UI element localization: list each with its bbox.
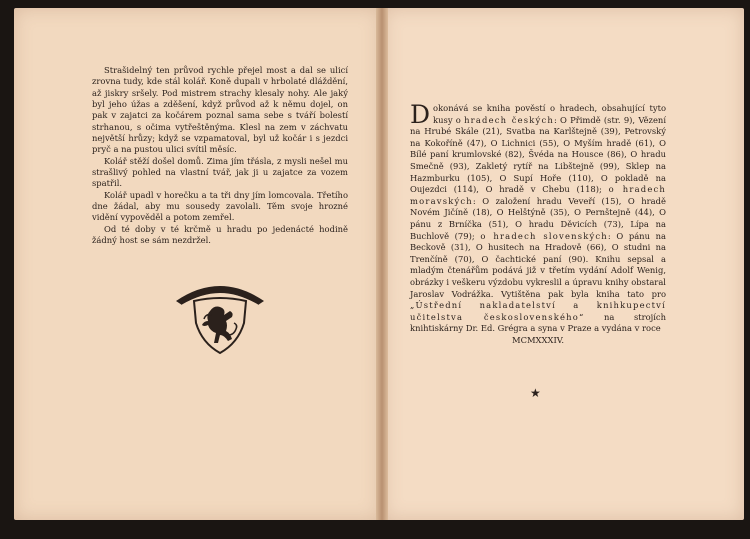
book-gutter bbox=[376, 8, 388, 520]
right-page-colophon bbox=[410, 100, 667, 346]
spaced-heading-slovak: o hradech slovenských bbox=[480, 230, 608, 241]
lion-shield-emblem-icon bbox=[172, 275, 268, 355]
paragraph: Strašidelný ten průvod rychle přejel most a dal se ulicí zrovna tudy, kde stál kolář. Koně dupali v hrbolaté dláždění, až jiskry sršely. Pod mistrem strachy klesaly nohy. Ale jaký byl jeho úžas a zděšení, když průvod až k němu dojel, on pak v zajatci za kočárem poznal sama sebe s tváří bolestí strhanou, s očima vytřeštěnýma. Klesl na zem v záchvatu největší hrůzy; když se vzpamatoval, byl už kočár i s jezdci pryč a na pustou ulici svítil měsíc. bbox=[92, 65, 348, 155]
paragraph: Od té doby v té krčmě u hradu po jedenácté hodině žádný host se sám nezdržel. bbox=[92, 223, 348, 246]
star-ornament-icon: ★ bbox=[530, 386, 541, 400]
paragraph: Kolář upadl v horečku a ta tři dny jím lomcovala. Třetího dne žádal, aby mu sousedy zavolali. Těm svoje hrozné vidění vypověděl a potom zemřel. bbox=[92, 189, 348, 223]
publisher-name: „Ústřední nakladatelství a knihkupectví učitelstva československého“ bbox=[410, 300, 666, 322]
colophon-text: : O založení hradu Veveří (15), O hradě Novém Jičíně (18), O Helštýně (35), O Pernštejně (44), O pánu z Brníčka (51), O hradu Děvicích (73), Lípa na Buchlově (79); bbox=[410, 195, 666, 241]
colophon-text: : O pánu na Beckově (31), O husitech na Hradově (66), O studni na Trenčíně (70), O čachtické paní (90). Knihu sepsal a mladým čtenářům podává již v třetím vydání Adolf Wenig, obrázky i veškeru výzdobu vykreslil a úpravu knihy obstaral Jaroslav Vodrážka. Vytištěna pak byla kniha tato pro bbox=[410, 230, 666, 299]
publication-year: MCMXXXIV. bbox=[512, 334, 564, 345]
colophon-text: : O Přimdě (str. 9), Vězení na Hrubé Skále (21), Svatba na Karlštejně (39), Petrovský na Kokoříně (47), O Lichnici (55), O Myším hradě (61), O Bílé paní krumlovské (82), Švéda na Housce (86), O hradu Smečně (93), Zakletý rytíř na Libštejně (99), Sklep na Hazmburku (105), O Supí Hoře (110), O pokladě na Oujezdci (114), O hradě v Chebu (118); bbox=[410, 114, 666, 195]
spaced-heading-moravian: o hradech moravských bbox=[410, 184, 667, 206]
spaced-heading-czech: hradech českých bbox=[464, 114, 554, 125]
colophon-text: okonává se kniha pověstí o hradech, obsahující tyto kusy o bbox=[433, 103, 666, 125]
left-page-text bbox=[92, 65, 348, 247]
colophon-text: na strojích knihtiskárny Dr. Ed. Grégra a syna v Praze a vydána v roce bbox=[410, 311, 667, 334]
colophon-paragraph bbox=[410, 100, 667, 335]
paragraph: Kolář stěží došel domů. Zima jím třásla, z mysli nešel mu strašlivý pohled na vlastní tvář, jak ji u zajatce za vozem spatřil. bbox=[92, 155, 348, 189]
drop-cap: D bbox=[410, 100, 431, 129]
